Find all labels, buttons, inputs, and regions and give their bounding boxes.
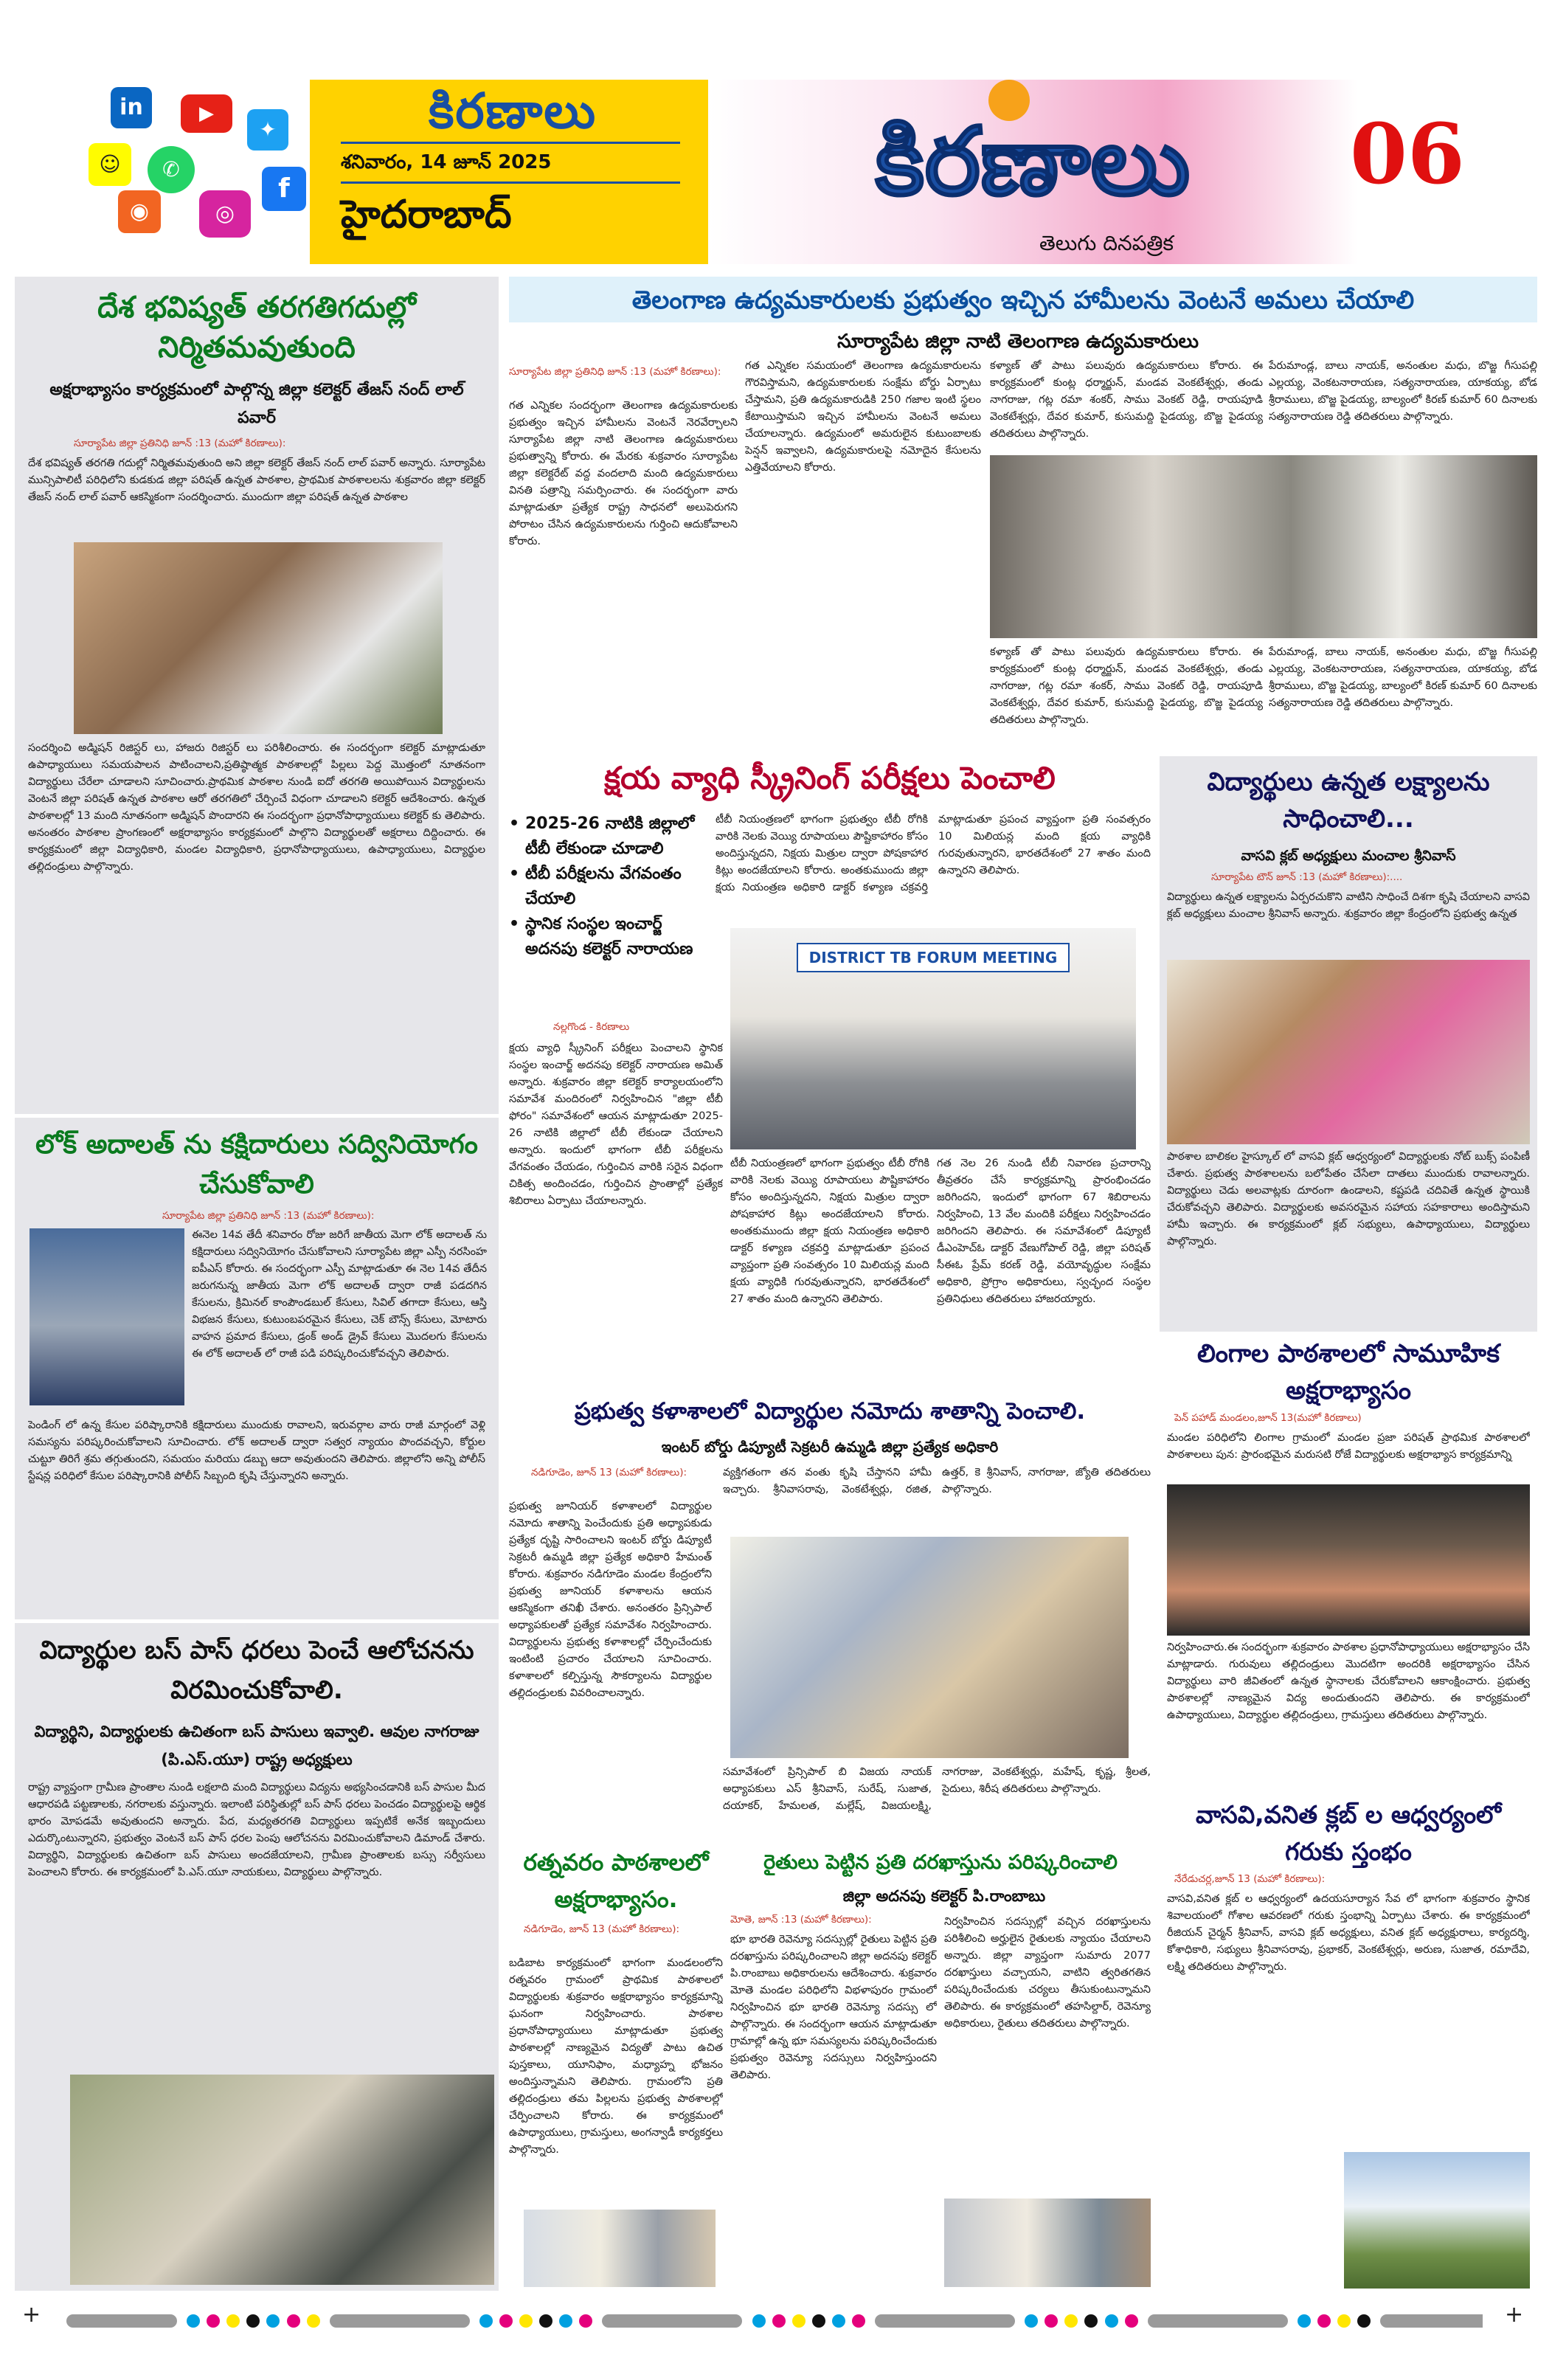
meeting-banner: DISTRICT TB FORUM MEETING bbox=[797, 943, 1070, 972]
headline: వాసవి,వనిత క్లబ్ ల ఆధ్వర్యంలో గరుకు స్తంభం bbox=[1195, 1800, 1502, 1866]
masthead bbox=[0, 0, 1552, 273]
article-text: కళ్యాణ్ తో పాటు పలువురు ఉద్యమకారులు కోరారు. ఈ కార్యక్రమంలో కుంట్ల ధర్మార్జున్, మండవ వెంకటేశ్వర్లు, తండు నాగరాజు, గట్ల రమా శంకర్, సాము వెంకట్ రెడ్డి, రాయపూడి వెంకటేశ్వర్లు, దేవర కుమార్, కుసుమద్ది పైడయ్య, బొజ్జ పైడయ్య తదితరులు పాల్గొన్నారు. bbox=[990, 646, 1263, 726]
twitter-icon: ✦ bbox=[247, 109, 288, 151]
article-text: గత నెల 26 నుండి టీబీ నివారణ ప్రచారాన్ని తీవ్రతరం చేసే కార్యక్రమాన్ని ప్రారంభించడం జరిగిందని, ఇందులో భాగంగా 67 శిబిరాలను నిర్వహించి, 13 వేల మందికి పరీక్షలు నిర్వహించడం జరిగిందని తెలిపారు. ఈ సమావేశంలో డిప్యూటీ డీఎంహెచ్ఓ డాక్టర్ వేణుగోపాల్ రెడ్డి, జిల్లా పరిషత్ సీఈఓ ప్రేమ్ కరణ్ రెడ్డి, వయోవృద్ధుల సంక్షేమ అధికారి, ప్రోగ్రాం అధికారులు, స్వచ్ఛంద సంస్థల ప్రతినిధులు తదితరులు హాజరయ్యారు. bbox=[937, 1158, 1151, 1305]
masthead-divider bbox=[341, 142, 680, 144]
article-9 bbox=[1160, 756, 1537, 1332]
byline: నడిగూడెం, జూన్ 13 (మహో కిరణాలు): bbox=[524, 1923, 680, 1935]
registration-mark-icon: + bbox=[22, 2302, 41, 2328]
article-7 bbox=[509, 1844, 723, 2291]
masthead-tagline: తెలుగు దినపత్రిక bbox=[1039, 231, 1174, 255]
article-text: టీబీ నియంత్రణలో భాగంగా ప్రభుత్వం టీబీ రోగికి వారికి నెలకు వెయ్యి రూపాయలు పౌష్టికాహారం కోసం అందిస్తున్నదని, నిక్షయ మిత్రుల ద్వారా పోషకాహార కిట్లు అందజేయాలని కోరారు. అంతకుముందు జిల్లా క్షయ నియంత్రణ అధికారి డాక్టర్ కళ్యాణ చక్రవర్తి మాట్లాడుతూ ప్రపంచ వ్యాప్తంగా ప్రతి సంవత్సరం 10 మిలియన్ల మంది క్షయ వ్యాధికి గురవుతున్నారని, భారతదేశంలో 27 శాతం మంది ఉన్నారని తెలిపారు. bbox=[730, 1158, 929, 1305]
article-8 bbox=[730, 1844, 1151, 2291]
headline: రైతులు పెట్టిన ప్రతి దరఖాస్తును పరిష్కరించాలి bbox=[763, 1851, 1118, 1874]
color-strip bbox=[66, 2313, 1483, 2329]
headline: లోక్ అదాలత్ ను కక్షిదారులు సద్వినియోగం చేసుకోవాలి bbox=[35, 1130, 478, 1200]
lingala-classroom-photo bbox=[1167, 1484, 1530, 1636]
linkedin-icon: in bbox=[111, 87, 152, 128]
article-text: సందర్శించి అడ్మిషన్ రిజిస్టర్ లు, హాజరు రిజిస్టర్ లు పరిశీలించారు. ఈ సందర్భంగా కలెక్టర్ మాట్లాడుతూ ఉపాధ్యాయులు సమయపాలన పాటించాలని,ప్రతిష్ఠాత్మక పాఠశాలల్లో పిల్లలు పెద్ద మొత్తంలో నూతనంగా విద్యార్థులు చేరేలా చూడాలని సూచించారు.ప్రాథమిక పాఠశాల నుండి ఐదో తరగతి అయిపోయిన విద్యార్థులను వెంటనే జిల్లా పరిషత్ ఉన్నత పాఠశాల ఆరో తరగతిలో చేర్పించే విధంగా చూడాలని కలెక్టర్ ఆదేశించారు. ఉన్నత పాఠశాలల్లో 13 మంది నూతనంగా అడ్మిషన్ పొందారని ఈ సందర్భంగా ప్రధానోపాధ్యాయులు కలెక్టర్ కు తెలిపారు. అనంతరం పాఠశాల ప్రాంగణంలో అక్షరాభ్యాసం కార్యక్రమంలో పాల్గొని విద్యార్థులతో అక్షరాలు దిద్దించారు. ఈ కార్యక్రమంలో జిల్లా విద్యాధికారి, మండల విద్యాధికారి, ప్రధానోపాధ్యాయులు, ఉపాధ్యాయులు, విద్యార్థుల తల్లిదండ్రులు పాల్గొన్నారు. bbox=[28, 742, 485, 873]
article-text: గత ఎన్నికల సందర్భంగా తెలంగాణ ఉద్యమకారులకు ప్రభుత్వం ఇచ్చిన హామీలను వెంటనే నెరవేర్చాలని సూర్యాపేట జిల్లా నాటి తెలంగాణ ఉద్యమకారులు ప్రభుత్వాన్ని కోరారు. ఈ మేరకు శుక్రవారం సూర్యాపేట జిల్లా కలెక్టరేట్ వద్ద వందలాది మంది ఉద్యమకారులు వినతి పత్రాన్ని సమర్పించారు. ఈ సందర్భంగా వారు మాట్లాడుతూ ప్రత్యేక రాష్ట్ర సాధనలో అలుపెరుగని పోరాటం చేసిన ఉద్యమకారులను గుర్తించి ఆదుకోవాలని కోరారు. bbox=[509, 400, 738, 547]
byline: నడిగూడెం, జూన్ 13 (మహో కిరణాలు): bbox=[531, 1467, 687, 1478]
headline: రత్నవరం పాఠశాలలో అక్షరాభ్యాసం. bbox=[523, 1850, 709, 1913]
facebook-icon: f bbox=[262, 167, 306, 211]
classroom-photo bbox=[74, 542, 443, 734]
headline: లింగాల పాఠశాలలో సామూహిక అక్షరాభ్యాసం bbox=[1196, 1339, 1500, 1405]
small-logo: కిరణాలు bbox=[428, 83, 597, 139]
headline: తెలంగాణ ఉద్యమకారులకు ప్రభుత్వం ఇచ్చిన హామీలను వెంటనే అమలు చేయాలి bbox=[631, 286, 1415, 315]
memorandum-photo bbox=[70, 2075, 494, 2285]
highlight-item: • 2025-26 నాటికి జిల్లాలో టీబీ లేకుండా చూడాలి bbox=[509, 812, 708, 862]
highlight-item: • స్థానిక సంస్థల ఇంచార్జ్ అదనపు కలెక్టర్ నారాయణ bbox=[509, 912, 708, 962]
subhead: సూర్యాపేట జిల్లా నాటి తెలంగాణ ఉద్యమకారులు bbox=[837, 331, 1199, 353]
social-icons-cube bbox=[74, 80, 317, 242]
issue-date: శనివారం, 14 జూన్ 2025 bbox=[341, 151, 552, 173]
article-text: విద్యార్థులు ఉన్నత లక్ష్యాలను ఏర్పరచుకొని వాటిని సాధించే దిశగా కృషి చేయాలని వాసవి క్లబ్ అధ్యక్షులు మంచాల శ్రీనివాస్ అన్నారు. శుక్రవారం జిల్లా కేంద్రంలోని ప్రభుత్వ ఉన్నత bbox=[1167, 891, 1530, 920]
tb-meeting-photo bbox=[730, 928, 1136, 1149]
article-text: పెండింగ్ లో ఉన్న కేసుల పరిష్కారానికి కక్షిదారులు ముందుకు రావాలని, ఇరువర్గాల వారు రాజీ మార్గంలో వెళ్లి సమస్యను పరిష్కరించుకోవాలని సూచించారు. లోక్ అదాలత్ ద్వారా సత్వర న్యాయం పొందవచ్చని, కోర్టుల చుట్టూ తిరిగే శ్రమ తగ్గుతుందని, సమయం మరియు డబ్బు ఆదా అవుతుందని తెలిపారు. జిల్లాలోని అన్ని పోలీస్ స్టేషన్ల పరిధిలో కేసుల పరిష్కారానికి పోలీస్ సిబ్బంది కృషి చేస్తున్నారని అన్నారు. bbox=[28, 1419, 485, 1482]
article-2 bbox=[15, 1118, 499, 1619]
memorandum-group-photo bbox=[990, 455, 1537, 638]
college-meeting-photo bbox=[730, 1537, 1129, 1758]
subhead: వాసవి క్లబ్ అధ్యక్షులు మంచాల శ్రీనివాస్ bbox=[1241, 848, 1456, 864]
article-text: ప్రభుత్వ జూనియర్ కళాశాలలో విద్యార్థుల నమోదు శాతాన్ని పెంచేందుకు ప్రతి అధ్యాపకుడు ప్రత్యేక దృష్టి సారించాలని ఇంటర్ బోర్డు డిప్యూటీ సెక్రటరీ ఉమ్మడి జిల్లా ప్రత్యేక అధికారి హేమంత్ కోరారు. శుక్రవారం నడిగూడెం మండల కేంద్రంలోని ప్రభుత్వ జూనియర్ కళాశాలను ఆయన ఆకస్మికంగా తనిఖీ చేశారు. అనంతరం ప్రిన్సిపాల్ అధ్యాపకులతో ప్రత్యేక సమావేశం నిర్వహించారు. విద్యార్థులను ప్రభుత్వ కళాశాలల్లో చేర్పించేందుకు ఇంటింటి ప్రచారం చేయాలని సూచించారు. కళాశాలలో కల్పిస్తున్న సౌకర్యాలను విద్యార్థుల తల్లిదండ్రులకు వివరించాలన్నారు. bbox=[509, 1501, 712, 1699]
headline: విద్యార్థుల బస్ పాస్ ధరలు పెంచే ఆలోచనను విరమించుకోవాలి. bbox=[39, 1636, 474, 1705]
byline: సూర్యాపేట జిల్లా ప్రతినిధి జూన్ :13 (మహో కిరణాలు): bbox=[509, 366, 721, 378]
headline: దేశ భవిష్యత్ తరగతిగదుల్లో నిర్మితమవుతుంది bbox=[97, 291, 416, 364]
rss-icon: ◉ bbox=[118, 190, 161, 233]
article-text: పేరుమాండ్ల, బాలు నాయక్, అనంతుల మధు, బొజ్జ గీసుపల్లి ఎల్లయ్య, వెంకటనారాయణ, సత్యనారాయణ, యాకయ్య, బోడ శ్రీరాములు, బొజ్జ పైడయ్య, బాల్యంలో కిరణ్ కుమార్ 60 దినాలకు సత్యనారాయణ రెడ్డి తదితరులు పాల్గొన్నారు. bbox=[1269, 646, 1537, 709]
article-text: రాష్ట్ర వ్యాప్తంగా గ్రామీణ ప్రాంతాల నుండి లక్షలాది మంది విద్యార్థులు విద్యను అభ్యసించడానికి బస్ పాసుల మీద ఆధారపడి పట్టణాలకు, నగరాలకు వస్తున్నారు. ఇలాంటి పరిస్థితుల్లో బస్ పాస్ ధరలు పెంచడం విద్యార్థులపై ఆర్థిక భారం మోపడమే అవుతుందని అన్నారు. పేద, మధ్యతరగతి విద్యార్థులు ఇప్పటికే అనేక ఇబ్బందులు ఎదుర్కొంటున్నారని, ప్రభుత్వం వెంటనే బస్ పాస్ ధరల పెంపు ఆలోచనను విరమించుకోవాలని డిమాండ్ చేశారు. విద్యార్థిని, విద్యార్థులకు ఉచితంగా బస్ పాసులు అందజేయాలని, గ్రామీణ ప్రాంతాలకు బస్సు సర్వీసులు పెంచాలని కోరారు. ఈ కార్యక్రమంలో పి.ఎస్.యూ నాయకులు, విద్యార్థులు పాల్గొన్నారు. bbox=[28, 1782, 485, 1878]
registration-mark-icon: + bbox=[1505, 2302, 1524, 2328]
article-text: వాసవి,వనిత క్లబ్ ల ఆధ్వర్యంలో ఉదయసూర్యాన సేవ లో భాగంగా శుక్రవారం స్థానిక శివాలయంలో గోశాల ఆవరణలో గరుకు స్తంభాన్ని ఏర్పాటు చేశారు. ఈ కార్యక్రమంలో రీజియన్ చైర్మన్ శ్రీనివాస్, వాసవి క్లబ్ అధ్యక్షులు, వనిత క్లబ్ అధ్యక్షురాలు, కార్యదర్శి, కోశాధికారి, సభ్యులు శ్రీనివాసరావు, ప్రభాకర్, వెంకటేశ్వర్లు, అరుణ, సుజాత, రమాదేవి, లక్ష్మి తదితరులు పాల్గొన్నారు. bbox=[1167, 1893, 1530, 1973]
byline: సూర్యాపేట టౌన్ జూన్ :13 (మహో కిరణాలు):.... bbox=[1211, 871, 1403, 883]
headline: క్షయ వ్యాధి స్క్రీనింగ్ పరీక్షలు పెంచాలి bbox=[604, 760, 1056, 796]
article-4 bbox=[509, 277, 1537, 749]
article-text: పాఠశాల బాలికల హైస్కూల్ లో వాసవి క్లబ్ ఆధ్వర్యంలో విద్యార్థులకు నోట్ బుక్స్ పంపిణీ చేశారు. ప్రభుత్వ పాఠశాలలను బలోపేతం చేసేలా దాతలు ముందుకు రావాలన్నారు. విద్యార్థులు చెడు అలవాట్లకు దూరంగా ఉండాలని, కష్టపడి చదివితే ఉన్నత స్థాయికి చేరుకోవచ్చని తెలిపారు. విద్యార్థులకు అవసరమైన సహాయ సహకారాలు అందిస్తామని హామీ ఇచ్చారు. ఈ కార్యక్రమంలో క్లబ్ సభ్యులు, ఉపాధ్యాయులు, విద్యార్థులు పాల్గొన్నారు. bbox=[1167, 1151, 1530, 1248]
article-text: బడిబాట కార్యక్రమంలో భాగంగా మండలంలోని రత్నవరం గ్రామంలో ప్రాథమిక పాఠశాలలో విద్యార్థులకు శుక్రవారం అక్షరాభ్యాసం కార్యక్రమాన్ని ఘనంగా నిర్వహించారు. పాఠశాల ప్రధానోపాధ్యాయులు మాట్లాడుతూ ప్రభుత్వ పాఠశాలల్లో నాణ్యమైన విద్యతో పాటు ఉచిత పుస్తకాలు, యూనిఫాం, మధ్యాహ్న భోజనం అందిస్తున్నామని తెలిపారు. గ్రామంలోని ప్రతి తల్లిదండ్రులు తమ పిల్లలను ప్రభుత్వ పాఠశాలల్లో చేర్పించాలని కోరారు. ఈ కార్యక్రమంలో ఉపాధ్యాయులు, గ్రామస్తులు, అంగన్వాడీ కార్యకర్తలు పాల్గొన్నారు. bbox=[509, 1957, 723, 2156]
subhead: ఇంటర్ బోర్డు డిప్యూటీ సెక్రటరీ ఉమ్మడి జిల్లా ప్రత్యేక అధికారి bbox=[661, 1438, 999, 1456]
highlights-list bbox=[509, 812, 708, 1018]
article-10 bbox=[1160, 1335, 1537, 1789]
article-text: మండల పరిధిలోని లింగాల గ్రామంలో మండల ప్రజా పరిషత్ ప్రాథమిక పాఠశాలలో పాఠశాలలు పున: ప్రారంభమైన మరుసటి రోజే విద్యార్థులకు అక్షరాభ్యాస కార్యక్రమాన్ని bbox=[1167, 1432, 1530, 1461]
ratnavaram-school-photo bbox=[524, 2210, 716, 2287]
article-3 bbox=[15, 1623, 499, 2291]
byline: సూర్యాపేట జిల్లా ప్రతినిధి జూన్ :13 (మహో కిరణాలు): bbox=[162, 1210, 375, 1222]
byline: నల్లగొండ - కిరణాలు bbox=[553, 1021, 630, 1033]
article-1 bbox=[15, 277, 499, 1114]
article-text: సమావేశంలో ప్రిన్సిపాల్ బి విజయ నాయక్ అధ్యాపకులు ఎస్ శ్రీనివాస్, సురేష్, సుజాత, దయాకర్, హేమలత, మల్లేష్, విజయలక్ష్మి, నాగరాజు, వెంకటేశ్వర్లు, మహేష్, కృష్ణ, శ్రీలత, సైదులు, శిరీష తదితరులు పాల్గొన్నారు. bbox=[723, 1766, 1151, 1812]
subhead: జిల్లా అదనపు కలెక్టర్ పి.రాంబాబు bbox=[842, 1887, 1046, 1905]
masthead-divider-2 bbox=[341, 181, 680, 184]
article-text: భూ భారతి రెవెన్యూ సదస్సుల్లో రైతులు పెట్టిన ప్రతి దరఖాస్తును పరిష్కరించాలని జిల్లా అదనపు కలెక్టర్ పి.రాంబాబు అధికారులను ఆదేశించారు. శుక్రవారం మోతె మండల పరిధిలోని విభళాపురం గ్రామంలో నిర్వహించిన భూ భారతి రెవెన్యూ సదస్సు లో పాల్గొన్నారు. ఈ సందర్భంగా ఆయన మాట్లాడుతూ గ్రామాల్లో ఉన్న భూ సమస్యలను పరిష్కరించేందుకు ప్రభుత్వం రెవెన్యూ సదస్సులు నిర్వహిస్తుందని తెలిపారు. bbox=[730, 1934, 937, 2081]
instagram-icon: ◎ bbox=[199, 190, 251, 238]
youtube-icon: ▶ bbox=[181, 94, 232, 133]
garuka-pillar-photo bbox=[1344, 2152, 1530, 2289]
article-text: నిర్వహించిన సదస్సుల్లో వచ్చిన దరఖాస్తులను పరిశీలించి అర్హులైన రైతులకు న్యాయం చేయాలని అన్నారు. జిల్లా వ్యాప్తంగా సుమారు 2077 దరఖాస్తులు వచ్చాయని, వాటిని త్వరితగతిన పరిష్కరించేందుకు చర్యలు తీసుకుంటున్నామని తెలిపారు. ఈ కార్యక్రమంలో తహసిల్దార్, రెవెన్యూ అధికారులు, రైతులు తదితరులు పాల్గొన్నారు. bbox=[944, 1916, 1151, 2030]
article-text: గత ఎన్నికల సమయంలో తెలంగాణ ఉద్యమకారులను గౌరవిస్తామని, ఉద్యమకారులకు సంక్షేమ బోర్డు ఏర్పాటు చేస్తామని, ప్రతి ఉద్యమకారుడికి 250 గజాల ఇంటి స్థలం కేటాయిస్తామని ఇచ్చిన హామీలను వెంటనే అమలు చేయాలన్నారు. ఉద్యమంలో అమరులైన కుటుంబాలకు పెన్షన్ ఇవ్వాలని, ఉద్యమకారులపై నమోదైన కేసులను ఎత్తివేయాలని కోరారు. bbox=[745, 360, 981, 474]
article-text: నిర్వహించారు.ఈ సందర్భంగా శుక్రవారం పాఠశాల ప్రధానోపాధ్యాయులు అక్షరాభ్యాసం చేసి మాట్లాడారు. గురువులు తల్లిదండ్రులు మొదటిగా అందరికి అక్షరాభ్యాసం చేసిన విద్యార్థులు వారి జీవితంలో ఉన్నత స్థానాలకు చేరుకోవాలని ఆకాంక్షించారు. ప్రభుత్వ పాఠశాలల్లో నాణ్యమైన విద్య అందుతుందని తెలిపారు. ఈ కార్యక్రమంలో ఉపాధ్యాయులు, విద్యార్థుల తల్లిదండ్రులు, గ్రామస్తులు తదితరులు పాల్గొన్నారు. bbox=[1167, 1642, 1530, 1721]
article-text: పేరుమాండ్ల, బాలు నాయక్, అనంతుల మధు, బొజ్జ గీసుపల్లి ఎల్లయ్య, వెంకటనారాయణ, సత్యనారాయణ, యాకయ్య, బోడ శ్రీరాములు, బొజ్జ పైడయ్య, బాల్యంలో కిరణ్ కుమార్ 60 దినాలకు సత్యనారాయణ రెడ్డి తదితరులు పాల్గొన్నారు. bbox=[1269, 360, 1537, 423]
headline: విద్యార్థులు ఉన్నత లక్ష్యాలను సాధించాలి... bbox=[1207, 767, 1490, 834]
headline: ప్రభుత్వ కళాశాలలో విద్యార్థుల నమోదు శాతాన్ని పెంచాలి. bbox=[574, 1398, 1086, 1425]
article-6 bbox=[509, 1391, 1151, 1841]
whatsapp-icon: ✆ bbox=[148, 146, 195, 193]
byline: సూర్యాపేట జిల్లా ప్రతినిధి జూన్ :13 (మహో కిరణాలు): bbox=[74, 437, 286, 449]
print-registration-bar bbox=[0, 2298, 1552, 2342]
article-text: కళ్యాణ్ తో పాటు పలువురు ఉద్యమకారులు కోరారు. ఈ కార్యక్రమంలో కుంట్ల ధర్మార్జున్, మండవ వెంకటేశ్వర్లు, తండు నాగరాజు, గట్ల రమా శంకర్, సాము వెంకట్ రెడ్డి, రాయపూడి వెంకటేశ్వర్లు, దేవర కుమార్, కుసుమద్ది పైడయ్య, బొజ్జ పైడయ్య తదితరులు పాల్గొన్నారు. bbox=[990, 360, 1263, 440]
byline: మోతె, జూన్ :13 (మహో కిరణాలు): bbox=[730, 1914, 872, 1926]
big-logo: కిరణాలు bbox=[875, 107, 1191, 217]
edition-city: హైదరాబాద్ bbox=[341, 193, 512, 237]
article-text: క్షయ వ్యాధి స్క్రీనింగ్ పరీక్షలు పెంచాలని స్థానిక సంస్థల ఇంచార్జ్ అదనపు కలెక్టర్ నారాయణ అమిత్ అన్నారు. శుక్రవారం జిల్లా కలెక్టర్ కార్యాలయంలోని సమావేశ మందిరంలో నిర్వహించిన "జిల్లా టీబీ ఫోరం" సమావేశంలో ఆయన మాట్లాడుతూ 2025-26 నాటికి జిల్లాలో టీబీ లేకుండా చేయాలని అన్నారు. ఇందులో భాగంగా టీబీ పరీక్షలను వేగవంతం చేయడం, గుర్తించిన వారికి సరైన విధంగా చికిత్స అందించడం, గుర్తించిన ప్రాంతాల్లో ప్రత్యేక శిబిరాలు ఏర్పాటు చేయాలన్నారు. bbox=[509, 1042, 723, 1207]
revenue-meeting-photo bbox=[944, 2199, 1151, 2287]
notebook-distribution-photo bbox=[1167, 960, 1530, 1144]
article-11 bbox=[1160, 1796, 1537, 2291]
byline: నేరేడుచర్ల,జూన్ 13 (మహో కిరణాలు): bbox=[1174, 1873, 1326, 1885]
snapchat-icon: ☺ bbox=[89, 143, 131, 186]
article-text: ఈనెల 14వ తేదీ శనివారం రోజు జరిగే జాతీయ మెగా లోక్ అదాలత్ ను కక్షిదారులు సద్వినియోగం చేసుకోవాలని సూర్యాపేట జిల్లా ఎస్పీ నరసింహ ఐపీఎస్ కోరారు. ఈ సందర్భంగా ఎస్పీ మాట్లాడుతూ ఈ నెల 14వ తేదీన జరుగనున్న జాతీయ మెగా లోక్ అదాలత్ ద్వారా రాజీ పడదగిన కేసులను, క్రిమినల్ కాంపౌండబుల్ కేసులు, సివిల్ తగాదా కేసులు, ఆస్తి విభజన కేసులు, కుటుంబపరమైన కేసులు, చెక్ బౌన్స్ కేసులు, మోటారు వాహన ప్రమాద కేసులు, డ్రంక్ అండ్ డ్రైవ్ కేసులు మొదలగు కేసులను ఈ లోక్ అదాలత్ లో రాజీ పడి పరిష్కరించుకోవచ్చని తెలిపారు. bbox=[192, 1229, 487, 1360]
article-text: వ్యక్తిగతంగా తన వంతు కృషి చేస్తానని హామీ ఇచ్చారు. శ్రీనివాసరావు, వెంకటేశ్వర్లు, రజిత, ఉత్తర్, కె శ్రీనివాస్, నాగరాజు, జ్యోతి తదితరులు పాల్గొన్నారు. bbox=[723, 1467, 1151, 1495]
article-text: టీబీ నియంత్రణలో భాగంగా ప్రభుత్వం టీబీ రోగికి వారికి నెలకు వెయ్యి రూపాయలు పౌష్టికాహారం కోసం అందిస్తున్నదని, నిక్షయ మిత్రుల ద్వారా పోషకాహార కిట్లు అందజేయాలని కోరారు. అంతకుముందు జిల్లా క్షయ నియంత్రణ అధికారి డాక్టర్ కళ్యాణ చక్రవర్తి మాట్లాడుతూ ప్రపంచ వ్యాప్తంగా ప్రతి సంవత్సరం 10 మిలియన్ల మంది క్షయ వ్యాధికి గురవుతున్నారని, భారతదేశంలో 27 శాతం మంది ఉన్నారని తెలిపారు. bbox=[716, 814, 1151, 893]
article-5 bbox=[509, 753, 1151, 1387]
article-text: దేశ భవిష్యత్ తరగతి గదుల్లో నిర్మితమవుతుంది అని జిల్లా కలెక్టర్ తేజస్ నంద్ లాల్ పవార్ అన్నారు. సూర్యాపేట మున్సిపాలిటీ పరిధిలోని కుడకుడ జిల్లా పరిషత్ ఉన్నత పాఠశాల, ప్రాథమిక పాఠశాలలను శుక్రవారం జిల్లా కలెక్టర్ తేజస్ నంద్ లాల్ పవార్ ఆకస్మికంగా సందర్శించారు. ముందుగా జిల్లా పరిషత్ ఉన్నత పాఠశాల bbox=[28, 457, 485, 503]
subhead: అక్షరాభ్యాసం కార్యక్రమంలో పాల్గొన్న జిల్లా కలెక్టర్ తేజస్ నంద్ లాల్ పవార్ bbox=[49, 381, 464, 427]
highlight-item: • టీబీ పరీక్షలను వేగవంతం చేయాలి bbox=[509, 862, 708, 912]
sp-portrait-photo bbox=[30, 1228, 184, 1405]
byline: పెన్ పహాడ్ మండలం,జూన్ 13(మహో కిరణాలు) bbox=[1174, 1412, 1362, 1424]
page-number: 06 bbox=[1350, 106, 1465, 203]
subhead: విద్యార్థిని, విద్యార్థులకు ఉచితంగా బస్ పాసులు ఇవ్వాలి. ఆవుల నాగరాజు (పి.ఎస్.యూ) రాష్ట్ర అధ్యక్షులు bbox=[34, 1723, 479, 1768]
